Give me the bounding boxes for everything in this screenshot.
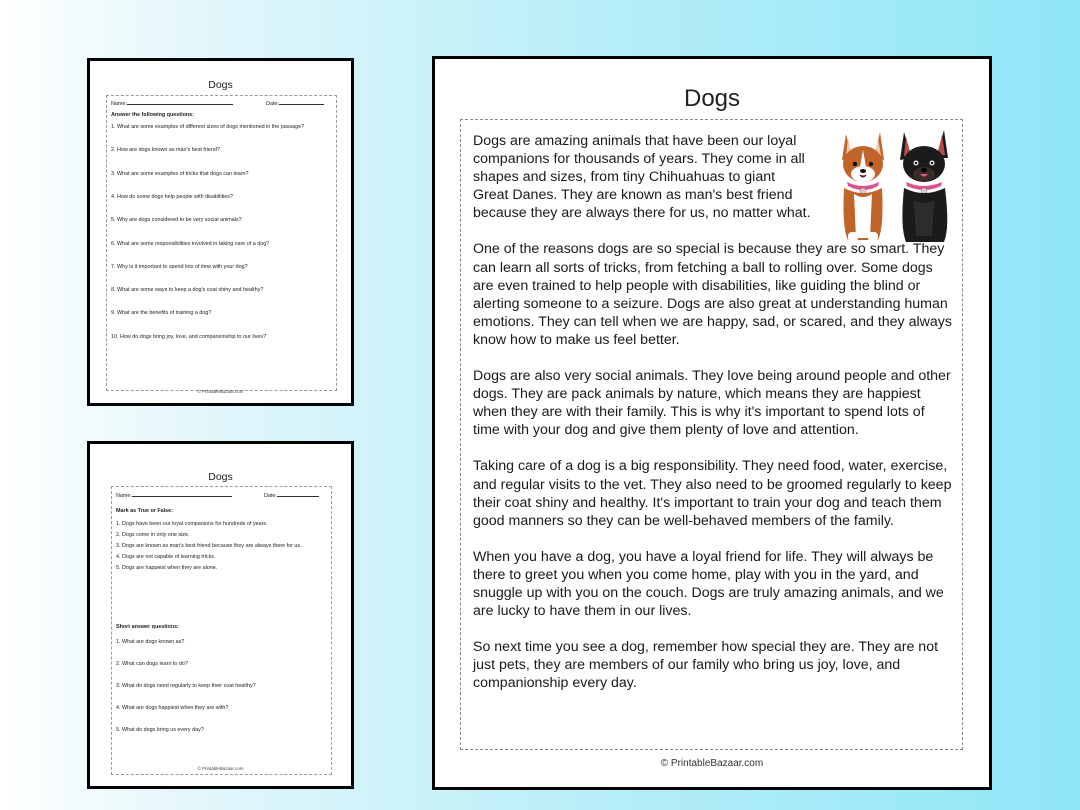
short-answer-heading: Short answer questions: [116, 624, 179, 630]
passage-paragraph: Dogs are amazing animals that have been our loyal companions for thousands of years. They come in all shapes and sizes, from tiny Chihuahuas to giant Great Danes. They are known as man's best friend because they are always there for us, no matter what. [473, 133, 811, 222]
short-answer-item: 1. What are dogs known as? [116, 639, 185, 645]
name-field: Name: [116, 491, 232, 499]
worksheet-footer: © PrintableBazaar.com [197, 389, 244, 394]
question-item: 4. How do some dogs help people with disabilities? [111, 194, 233, 200]
question-item: 2. How are dogs known as man's best friend? [111, 147, 220, 153]
worksheet-questions-thumbnail [87, 58, 354, 406]
truefalse-item: 1. Dogs have been our loyal companions for hundreds of years. [116, 521, 268, 527]
passage-paragraph: Taking care of a dog is a big responsibility. They need food, water, exercise, and regular visits to the vet. They also need to be groomed regularly to keep their coat shiny and healthy. It's important to train your dog and teach them good manners so they can be well-behaved members of the family. [473, 458, 952, 529]
passage-paragraph: One of the reasons dogs are so special is because they are so smart. They can learn all sorts of tricks, from fetching a ball to rolling over. Some dogs are even trained to help people with disabilities, like guiding the blind or alerting someone to a seizure. Dogs are also great at understanding human emotions. They can tell when we are happy, sad, or scared, and they always know how to make us feel better. [473, 241, 952, 348]
question-item: 9. What are the benefits of training a dog? [111, 310, 212, 316]
passage-text [473, 132, 953, 710]
question-item: 6. What are some responsibilities involved in taking care of a dog? [111, 241, 270, 247]
worksheet-title: Dogs [208, 79, 233, 91]
question-item: 7. Why is it important to spend lots of time with your dog? [111, 264, 248, 270]
worksheet-title: Dogs [208, 471, 233, 483]
truefalse-item: 2. Dogs come in only one size. [116, 532, 190, 538]
truefalse-item: 3. Dogs are known as man's best friend because they are always there for us. [116, 543, 302, 549]
question-item: 10. How do dogs bring joy, love, and companionship to our lives? [111, 334, 267, 340]
questions-heading: Answer the following questions: [111, 112, 194, 118]
short-answer-item: 4. What are dogs happiest when they are with? [116, 705, 229, 711]
name-field: Name: [111, 99, 233, 107]
worksheet-truefalse-thumbnail [87, 441, 354, 789]
truefalse-item: 4. Dogs are not capable of learning tricks. [116, 554, 216, 560]
passage-paragraph: Dogs are also very social animals. They love being around people and other dogs. They are pack animals by nature, which means they are happiest when they are with their family. This is why it's important to spend lots of time with your dog and give them plenty of love and attention. [473, 368, 951, 439]
reading-passage-page [432, 56, 992, 790]
worksheet-footer: © PrintableBazaar.com [197, 766, 244, 771]
passage-paragraph: When you have a dog, you have a loyal friend for life. They will always be there to greet you when you come home, play with you in the yard, and snuggle up with you on the couch. Dogs are truly amazing animals, and we are lucky to have them in our lives. [473, 548, 944, 620]
passage-frame [460, 119, 963, 750]
question-item: 1. What are some examples of different sizes of dogs mentioned in the passage? [111, 124, 305, 130]
passage-paragraph: So next time you see a dog, remember how special they are. They are not just pets, they are members of our family who bring us joy, love, and companionship every day. [473, 639, 939, 692]
page-title: Dogs [683, 85, 741, 112]
question-item: 8. What are some ways to keep a dog's coat shiny and healthy? [111, 287, 264, 293]
truefalse-heading: Mark as True or False: [116, 508, 173, 514]
short-answer-item: 2. What can dogs learn to do? [116, 661, 188, 667]
truefalse-item: 5. Dogs are happiest when they are alone. [116, 565, 218, 571]
question-item: 3. What are some examples of tricks that dogs can learn? [111, 171, 249, 177]
short-answer-item: 5. What do dogs bring us every day? [116, 727, 204, 733]
short-answer-item: 3. What do dogs need regularly to keep their coat healthy? [116, 683, 256, 689]
question-item: 5. Why are dogs considered to be very social animals? [111, 217, 242, 223]
date-field: Date: [266, 99, 324, 107]
date-field: Date: [264, 491, 319, 499]
page-footer: © PrintableBazaar.com [660, 758, 764, 769]
